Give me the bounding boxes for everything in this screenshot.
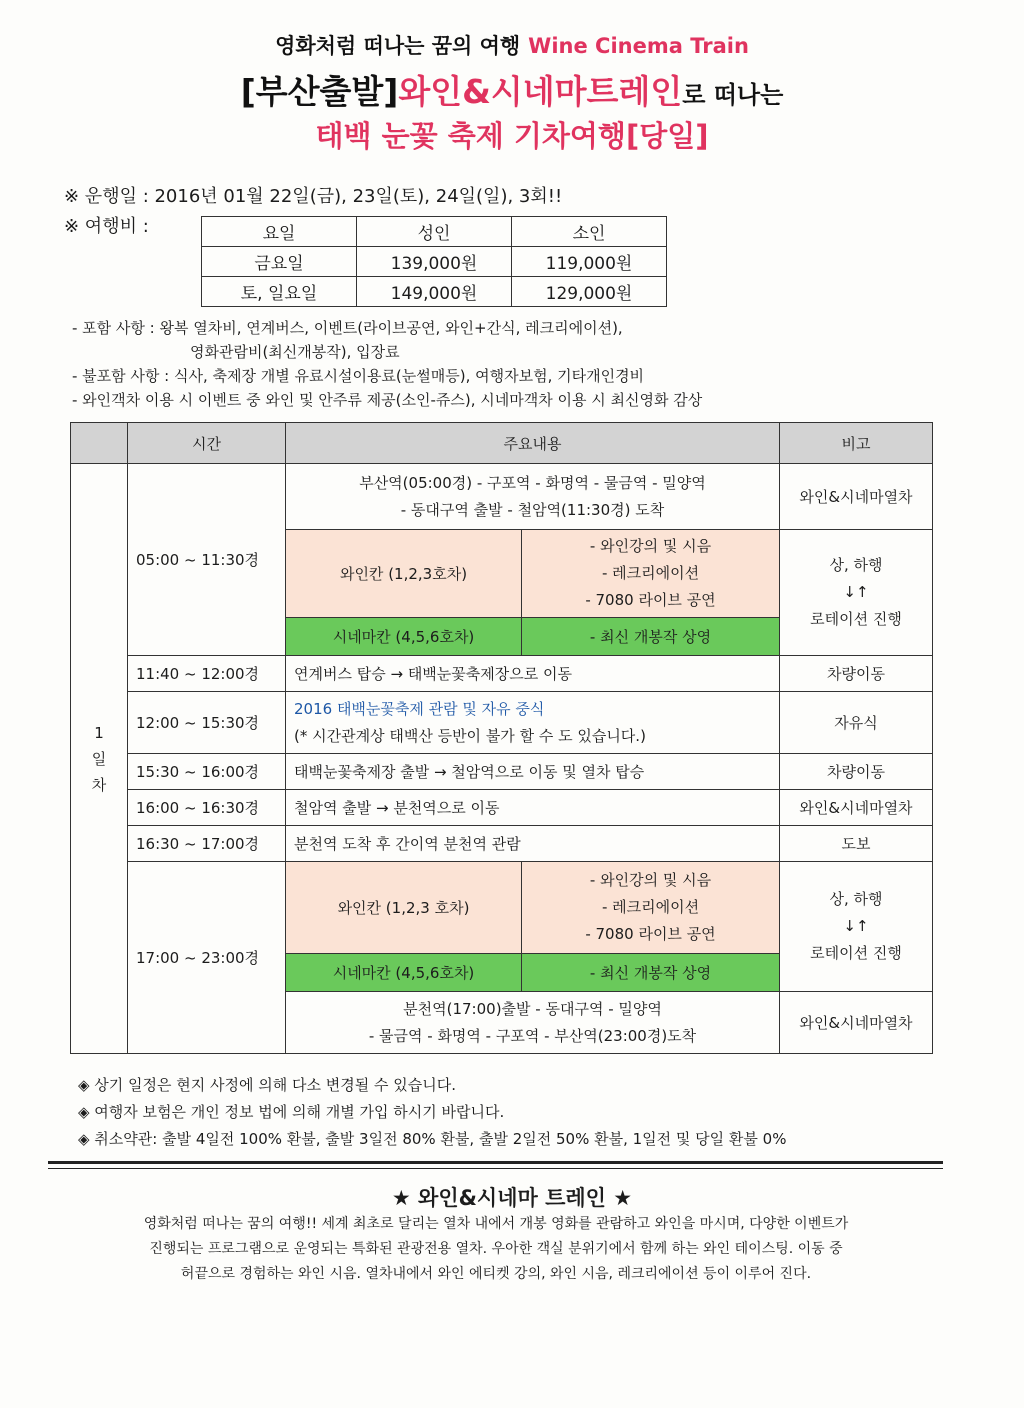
about-text bbox=[56, 1212, 936, 1287]
included-line-2: 영화관람비(최신개봉작), 입장료 bbox=[190, 343, 400, 361]
fee-day: 금요일 bbox=[202, 247, 357, 277]
table-row bbox=[71, 656, 933, 692]
day-label bbox=[71, 464, 128, 1054]
headline-2 bbox=[0, 66, 1024, 113]
headline-2-train: 와인&시네마트레인 bbox=[398, 72, 683, 111]
fee-child: 119,000원 bbox=[512, 247, 667, 277]
row-note: 와인&시네마열차 bbox=[780, 790, 933, 826]
notice-item: ◈ 여행자 보험은 개인 정보 법에 의해 개별 가입 하시기 바랍니다. bbox=[78, 1103, 505, 1121]
wine-car-line: - 와인객차 이용 시 이벤트 중 와인 및 안주류 제공(소인-쥬스), 시네마객차 이용 시 최신영화 감상 bbox=[72, 391, 703, 409]
header-content: 주요내용 bbox=[286, 423, 780, 464]
notice-list bbox=[78, 1072, 786, 1153]
day-char: 차 bbox=[91, 775, 107, 794]
rotation-text: 상, 하행 bbox=[829, 556, 883, 574]
day-char: 일 bbox=[91, 749, 107, 768]
block2-time: 17:00 ~ 23:00경 bbox=[128, 862, 286, 1054]
route-line: - 동대구역 출발 - 철암역(11:30경) 도착 bbox=[400, 500, 665, 519]
block1-cinema-item: - 최신 개봉작 상영 bbox=[522, 618, 780, 656]
fee-row bbox=[202, 247, 667, 277]
table-row bbox=[71, 826, 933, 862]
header-blank bbox=[71, 423, 128, 464]
fee-child: 129,000원 bbox=[512, 277, 667, 307]
row-time: 15:30 ~ 16:00경 bbox=[128, 754, 286, 790]
fee-header-adult: 성인 bbox=[357, 217, 512, 247]
arrows-icon: ↓↑ bbox=[843, 583, 869, 601]
block1-time: 05:00 ~ 11:30경 bbox=[128, 464, 286, 656]
block1-rotation bbox=[780, 530, 933, 656]
headline-1-ko: 영화처럼 떠나는 꿈의 여행 bbox=[275, 34, 521, 58]
wine-item: - 7080 라이브 공연 bbox=[585, 925, 716, 943]
run-date: ※ 운행일 : 2016년 01월 22일(금), 23일(토), 24일(일), 3회!! bbox=[64, 186, 563, 207]
table-row bbox=[71, 754, 933, 790]
block1-route bbox=[286, 464, 780, 530]
wine-item: - 7080 라이브 공연 bbox=[585, 591, 716, 609]
wine-item: - 와인강의 및 시음 bbox=[589, 537, 712, 555]
table-row bbox=[71, 692, 933, 754]
wine-item: - 레크리에이션 bbox=[601, 898, 700, 916]
rotation-text: 로테이션 진행 bbox=[810, 610, 902, 628]
schedule-header-row bbox=[71, 423, 933, 464]
about-line: 진행되는 프로그램으로 운영되는 특화된 관광전용 열차. 우아한 객실 분위기에서 함께 하는 와인 테이스팅. 이동 중 bbox=[149, 1241, 843, 1257]
headline-1 bbox=[0, 30, 1024, 60]
row-content: 연계버스 탑승 → 태백눈꽃축제장으로 이동 bbox=[286, 656, 780, 692]
included-line-1: - 포함 사항 : 왕복 열차비, 연계버스, 이벤트(라이브공연, 와인+간식, 레크리에이션), bbox=[72, 319, 623, 337]
rotation-text: 상, 하행 bbox=[829, 890, 883, 908]
divider bbox=[48, 1161, 943, 1164]
row-content: 분천역 도착 후 간이역 분천역 관람 bbox=[286, 826, 780, 862]
festival-note: 자유식 bbox=[780, 692, 933, 754]
day-char: 1 bbox=[94, 723, 104, 742]
route-line: 분천역(17:00)출발 - 동대구역 - 밀양역 bbox=[403, 999, 662, 1018]
row-time: 16:00 ~ 16:30경 bbox=[128, 790, 286, 826]
fee-row bbox=[202, 277, 667, 307]
headline-2-depart: [부산출발] bbox=[240, 72, 399, 111]
headline-3: 태백 눈꽃 축제 기차여행[당일] bbox=[315, 119, 709, 153]
wine-item: - 레크리에이션 bbox=[601, 564, 700, 582]
headline-2-tail: 로 떠나는 bbox=[682, 81, 784, 109]
route-line: 부산역(05:00경) - 구포역 - 화명역 - 물금역 - 밀양역 bbox=[359, 473, 706, 492]
row-note: 도보 bbox=[780, 826, 933, 862]
row-content: 철암역 출발 → 분천역으로 이동 bbox=[286, 790, 780, 826]
about-line: 허끝으로 경험하는 와인 시음. 열차내에서 와인 에티켓 강의, 와인 시음, 레크리에이션 등이 이루어 진다. bbox=[180, 1266, 812, 1282]
fee-header-child: 소인 bbox=[512, 217, 667, 247]
notice-item: ◈ 취소약관: 출발 4일전 100% 환불, 출발 3일전 80% 환불, 출발 2일전 50% 환불, 1일전 및 당일 환불 0% bbox=[78, 1130, 787, 1148]
notice-item: ◈ 상기 일정은 현지 사정에 의해 다소 변경될 수 있습니다. bbox=[78, 1076, 456, 1094]
festival-caution: (* 시간관계상 태백산 등반이 불가 할 수 도 있습니다.) bbox=[294, 726, 646, 745]
about-title: ★ 와인&시네마 트레인 ★ bbox=[391, 1186, 633, 1210]
block2-cinema-item: - 최신 개봉작 상영 bbox=[522, 954, 780, 992]
festival-time: 12:00 ~ 15:30경 bbox=[128, 692, 286, 754]
header-time: 시간 bbox=[128, 423, 286, 464]
schedule-table bbox=[70, 422, 933, 1054]
rotation-text: 로테이션 진행 bbox=[810, 944, 902, 962]
fee-adult: 139,000원 bbox=[357, 247, 512, 277]
row-note: 차량이동 bbox=[780, 656, 933, 692]
festival-content bbox=[286, 692, 780, 754]
header-note: 비고 bbox=[780, 423, 933, 464]
block1-wine-car: 와인칸 (1,2,3호차) bbox=[286, 530, 522, 618]
block2-route bbox=[286, 992, 780, 1054]
block1-cinema-car: 시네마칸 (4,5,6호차) bbox=[286, 618, 522, 656]
block1-route-note: 와인&시네마열차 bbox=[780, 464, 933, 530]
block2-route-note: 와인&시네마열차 bbox=[780, 992, 933, 1054]
fee-header-row bbox=[202, 217, 667, 247]
fee-adult: 149,000원 bbox=[357, 277, 512, 307]
inclusion-notes bbox=[72, 316, 702, 412]
route-line: - 물금역 - 화명역 - 구포역 - 부산역(23:00경)도착 bbox=[368, 1026, 697, 1045]
wine-item: - 와인강의 및 시음 bbox=[589, 871, 712, 889]
row-note: 차량이동 bbox=[780, 754, 933, 790]
fee-table bbox=[201, 216, 667, 307]
excluded-line: - 불포함 사항 : 식사, 축제장 개별 유료시설이용료(눈썰매등), 여행자보험, 기타개인경비 bbox=[72, 367, 645, 385]
arrows-icon: ↓↑ bbox=[843, 917, 869, 935]
about-line: 영화처럼 떠나는 꿈의 여행!! 세계 최초로 달리는 열차 내에서 개봉 영화를 관람하고 와인을 마시며, 다양한 이벤트가 bbox=[143, 1216, 849, 1232]
festival-line: 2016 태백눈꽃축제 관람 및 자유 중식 bbox=[294, 699, 545, 718]
row-content: 태백눈꽃축제장 출발 → 철암역으로 이동 및 열차 탑승 bbox=[286, 754, 780, 790]
divider bbox=[48, 1168, 943, 1169]
table-row bbox=[71, 464, 933, 530]
block2-wine-car: 와인칸 (1,2,3 호차) bbox=[286, 862, 522, 954]
block1-wine-items bbox=[522, 530, 780, 618]
fee-day: 토, 일요일 bbox=[202, 277, 357, 307]
row-time: 16:30 ~ 17:00경 bbox=[128, 826, 286, 862]
block2-wine-items bbox=[522, 862, 780, 954]
block2-rotation bbox=[780, 862, 933, 992]
row-time: 11:40 ~ 12:00경 bbox=[128, 656, 286, 692]
headline-1-en: Wine Cinema Train bbox=[528, 34, 749, 58]
block2-cinema-car: 시네마칸 (4,5,6호차) bbox=[286, 954, 522, 992]
fee-label: ※ 여행비 : bbox=[64, 216, 149, 237]
fee-header-day: 요일 bbox=[202, 217, 357, 247]
table-row bbox=[71, 862, 933, 954]
table-row bbox=[71, 790, 933, 826]
